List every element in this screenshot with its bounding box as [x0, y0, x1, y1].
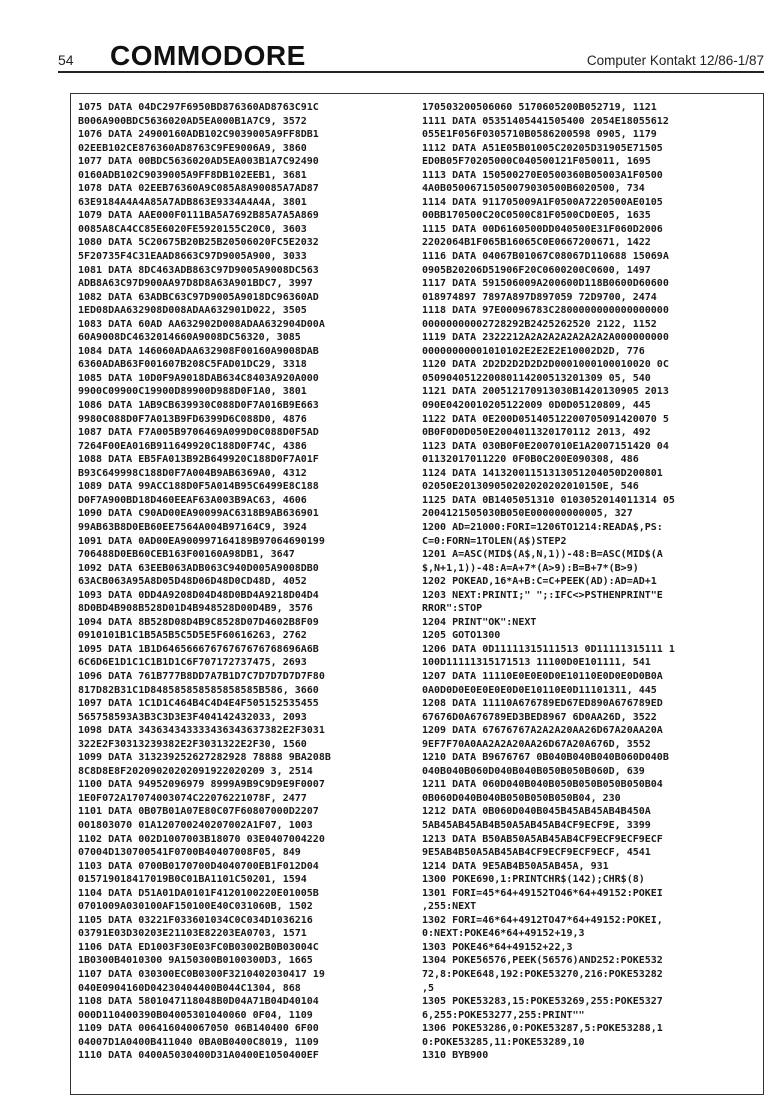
listing-line: 1082 DATA 63ADBC63C97D9005A9018DC96360AD — [78, 291, 319, 303]
listing-line: 0B060D040B040B050B050B050B04, 230 — [422, 792, 621, 804]
listing-line: 817D82B31C1D848585858585858585B586, 3660 — [78, 684, 319, 696]
listing-line: 1125 DATA 0B1405051310 0103052014011314 05 — [422, 494, 675, 506]
listing-line: 0910101B1C1B5A5B5C5D5E5F60616263, 2762 — [78, 630, 307, 642]
listing-line: 8C8D8E8F20209020202091922020209 3, 2514 — [78, 765, 313, 777]
listing-line: 5F20735F4C31EAAD8663C97D9005A900, 3033 — [78, 251, 307, 263]
listing-line: 1201 A=ASC(MID$(A$,N,1))-48:B=ASC(MID$(A — [422, 549, 663, 561]
listing-line: 1214 DATA 9E5AB4B50A5AB45A, 931 — [422, 860, 609, 872]
listing-line: 1081 DATA 8DC463ADB863C97D9005A9008DC563 — [78, 264, 319, 276]
listing-line: 1084 DATA 146060ADAA632908F00160A9008DAB — [78, 345, 319, 357]
listing-line: 1085 DATA 10D0F9A9018DAB634C8403A920A000 — [78, 372, 319, 384]
page-number: 54 — [58, 52, 74, 68]
listing-line: 00000000002728292B2425262520 2122, 1152 — [422, 318, 657, 330]
listing-line: 050904051220080114200513201309 05, 540 — [422, 372, 651, 384]
listing-line: 1111 DATA 05351405441505400 2054E18055612 — [422, 115, 669, 127]
listing-line: 63ACB063A95A8D05D48D06D48D0CD48D, 4052 — [78, 576, 307, 588]
listing-line: 1078 DATA 02EEB76360A9C085A8A90085A7AD87 — [78, 183, 319, 195]
listing-line: 99AB63B8D0EB60EE7564A004B97164C9, 3924 — [78, 521, 307, 533]
listing-line: 090E0420010205122009 0D0D05120809, 445 — [422, 400, 651, 412]
listing-line: 1092 DATA 63EEB063ADB063C940D005A9008DB0 — [78, 562, 319, 574]
listing-column-right — [422, 101, 758, 1063]
listing-line: ,5 — [422, 982, 435, 994]
listing-line: 1076 DATA 24900160ADB102C9039005A9FF8DB1 — [78, 129, 319, 141]
issue-label: Computer Kontakt 12/86-1/87 — [586, 53, 764, 68]
listing-line: 040E0904160D04230404400B044C1304, 868 — [78, 982, 301, 994]
listing-column-left — [78, 101, 413, 1063]
listing-line: B93C649998C188D0F7A004B9AB6369A0, 4312 — [78, 467, 307, 479]
listing-line: 1109 DATA 006416040067050 06B140400 6F00 — [78, 1023, 319, 1035]
listing-line: 322E2F30313239382E2F3031322E2F30, 1560 — [78, 738, 307, 750]
listing-line: 1105 DATA 03221F033601034C0C034D1036216 — [78, 914, 313, 926]
listing-line: RROR":STOP — [422, 603, 483, 615]
listing-line: 5AB45AB45AB4B50A5AB45AB4CF9ECF9E, 3399 — [422, 819, 651, 831]
listing-line: 1302 FORI=46*64+4912TO47*64+49152:POKEI, — [422, 914, 663, 926]
listing-line: 02EEB102CE876360AD8763C9FE9006A9, 3860 — [78, 142, 307, 154]
header-divider — [58, 71, 764, 73]
listing-line: 2004121505030B050E000000000005, 327 — [422, 508, 633, 520]
listing-line: 9980C088D0F7A013B9FD6399D6C088D0, 4876 — [78, 413, 307, 425]
listing-line: 1206 DATA 0D11111315111513 0D11111315111 1 — [422, 643, 675, 655]
listing-line: B006A900BDC5636020AD5EA000B1A7C9, 3572 — [78, 115, 307, 127]
listing-line: 1080 DATA 5C20675B20B25B20506020FC5E2032 — [78, 237, 319, 249]
listing-line: 1090 DATA C90AD00EA90099AC6318B9AB636901 — [78, 508, 319, 520]
listing-line: 000D110400390B04005301040060 0F04, 1109 — [78, 1009, 313, 1021]
listing-line: 0:NEXT:POKE46*64+49152+19,3 — [422, 928, 585, 940]
listing-line: 1120 DATA 2D2D2D2D2D2D0001000100010020 0C — [422, 359, 669, 371]
listing-line: 1210 DATA B9676767 0B040B040B040B060D040B — [422, 752, 669, 764]
listing-line: 1083 DATA 60AD AA632902D008ADAA632904D00A — [78, 318, 325, 330]
listing-line: 1306 POKE53286,0:POKE53287,5:POKE53288,1 — [422, 1023, 663, 1035]
page-header — [58, 40, 764, 70]
listing-line: 1106 DATA ED1003F30E03FC0B03002B0B03004C — [78, 941, 319, 953]
listing-line: 1095 DATA 1B1D64656667676767676768696A6B — [78, 643, 319, 655]
listing-line: C=0:FORN=1TOLEN(A$)STEP2 — [422, 535, 567, 547]
listing-line: 01132017011220 0F0B0C200E090308, 486 — [422, 454, 639, 466]
listing-line: 72,8:POKE648,192:POKE53270,216:POKE53282 — [422, 969, 663, 980]
listing-line: 1203 NEXT:PRINTI;" ";:IFC<>PSTHENPRINT"E — [422, 589, 663, 601]
listing-line: 1102 DATA 002D1007003B18070 03E0407004220 — [78, 833, 325, 845]
listing-line: 00BB170500C20C0500C81F0500CD0E05, 1635 — [422, 210, 651, 222]
listing-line: 1088 DATA EB5FA013B92B649920C188D0F7A01F — [78, 454, 319, 466]
listing-line: 1310 BYB900 — [422, 1050, 489, 1062]
listing-line: D0F7A900BD18D460EEAF63A003B9AC63, 4606 — [78, 494, 307, 506]
listing-line: 1089 DATA 99ACC188D0F5A014B95C6499E8C188 — [78, 481, 319, 493]
listing-line: 1205 GOTO1300 — [422, 630, 501, 642]
listing-line: 9E5AB4B50A5AB45AB4CF9ECF9ECF9ECF, 4541 — [422, 847, 651, 859]
listing-line: 1113 DATA 150500270E0500360B05003A1F0500 — [422, 169, 663, 181]
listing-line: 100D11111315171513 11100D0E101111, 541 — [422, 657, 651, 669]
listing-line: $,N+1,1))-48:A=A+7*(A>9):B=B+7*(B>9) — [422, 562, 639, 574]
magazine-title: COMMODORE — [110, 40, 306, 71]
listing-line: 04007D1A0400B411040 0BA0B0400C8019, 1109 — [78, 1036, 319, 1048]
listing-line: 0A0D0D0E0E0E0E0D0E10110E0D11101311, 445 — [422, 684, 657, 696]
listing-line: 1213 DATA B50AB50A5AB45AB4CF9ECF9ECF9ECF — [422, 833, 663, 845]
listing-line: 0:POKE53285,11:POKE53289,10 — [422, 1036, 585, 1048]
listing-line: 2202064B1F065B16065C0E0667200671, 1422 — [422, 237, 651, 249]
listing-line: 055E1F056F0305710B0586200598 0905, 1179 — [422, 129, 657, 141]
listing-line: 1119 DATA 2322212A2A2A2A2A2A2A2A000000000 — [422, 332, 669, 344]
basic-listing — [70, 93, 764, 1095]
listing-line: 1100 DATA 94952096979 8999A9B9C9D9E9F0007 — [78, 779, 325, 791]
listing-line: 1079 DATA AAE000F0111BA5A7692B85A7A5A869 — [78, 210, 319, 222]
listing-line: 1305 POKE53283,15:POKE53269,255:POKE5327 — [422, 996, 663, 1008]
listing-line: 7264F00EA016B911649920C188D0F74C, 4386 — [78, 440, 307, 452]
listing-line: 1103 DATA 0700B0170700D4040700EB1F012D04 — [78, 860, 319, 872]
listing-line: 0085A8CA4CC85E6020FE5920155C20C0, 3603 — [78, 223, 307, 235]
listing-line: 0905B20206D51906F20C0600200C0600, 1497 — [422, 264, 651, 276]
listing-line: 02050E201309050202020202010150E, 546 — [422, 481, 639, 493]
listing-line: 1123 DATA 030B0F0E2007010E1A2007151420 04 — [422, 440, 669, 452]
listing-line: 1ED08DAA632908D008ADAA632901D022, 3505 — [78, 305, 307, 317]
listing-line: 67676D0A676789ED3BED8967 6D0AA26D, 3522 — [422, 711, 657, 723]
listing-line: 1303 POKE46*64+49152+22,3 — [422, 941, 573, 953]
listing-line: 1118 DATA 97E00096783C2800000000000000000 — [422, 305, 669, 317]
listing-line: 1115 DATA 00D6160500DD040500E31F060D2006 — [422, 223, 663, 235]
listing-line: 170503200506060 5170605200B052719, 1121 — [422, 102, 657, 113]
listing-line: 1104 DATA D51A01DA0101F4120100220E01005B — [78, 887, 319, 899]
listing-line: 1124 DATA 14132001151313051204050D200801 — [422, 467, 663, 479]
listing-line: 1301 FORI=45*64+49152TO46*64+49152:POKEI — [422, 887, 663, 899]
listing-line: 1098 DATA 343634343333436343637382E2F3031 — [78, 725, 325, 737]
listing-line: 1207 DATA 11110E0E0E0D0E10110E0D0E0D0B0A — [422, 670, 663, 682]
listing-line: 706488D0EB60CEB163F00160A98DB1, 3647 — [78, 549, 295, 561]
listing-line: 1202 POKEAD,16*A+B:C=C+PEEK(AD):AD=AD+1 — [422, 576, 657, 588]
listing-line: 1304 POKE56576,PEEK(56576)AND252:POKE532 — [422, 955, 663, 967]
listing-line: 1209 DATA 67676767A2A2A20AA26D67A20AA20A — [422, 725, 663, 737]
listing-line: 03791E03D30203E21103E82203EA0703, 1571 — [78, 928, 307, 940]
listing-line: 1121 DATA 200512170913030B1420130905 2013 — [422, 386, 669, 398]
listing-line: 1097 DATA 1C1D1C464B4C4D4E4F505152535455 — [78, 698, 319, 710]
listing-line: 1200 AD=21000:FORI=1206TO1214:READA$,PS: — [422, 521, 663, 533]
listing-line: 1093 DATA 0DD4A9208D04D48D0BD4A9218D04D4 — [78, 589, 319, 601]
listing-line: 1122 DATA 0E200D05140512200705091420070 5 — [422, 413, 669, 425]
listing-line: 1108 DATA 5801047118048B0D04A71B04D40104 — [78, 996, 319, 1008]
listing-line: 1B0300B4010300 9A150300B0100300D3, 1665 — [78, 955, 313, 967]
listing-line: 1087 DATA F7A005B9706469A099D0C088D0F5AD — [78, 427, 319, 439]
listing-line: 1212 DATA 0B060D040B045B45AB45AB4B450A — [422, 806, 651, 818]
listing-line: 07004D130700541F0700B40407008F05, 849 — [78, 847, 301, 859]
listing-line: 018974897 7897A897D897059 72D9700, 2474 — [422, 291, 657, 303]
listing-line: 1E0F072A17074003074C22076221078F, 2477 — [78, 792, 307, 804]
listing-line: 9EF7F70A0AA2A2A20AA26D67A20A676D, 3552 — [422, 738, 651, 750]
listing-line: 1112 DATA A51E05B01005C20205D31905E71505 — [422, 142, 663, 154]
listing-line: 1099 DATA 313239252627282928 78888 9BA208B — [78, 752, 331, 764]
listing-line: 1101 DATA 0B07B01A07E80C07F60807000D2207 — [78, 806, 319, 818]
listing-line: 6C6D6E1D1C1C1B1D1C6F707172737475, 2693 — [78, 657, 307, 669]
listing-line: 6360ADAB63F001607B208C5FAD01DC29, 3318 — [78, 359, 307, 371]
listing-line: 0160ADB102C9039005A9FF8DB102EEB1, 3681 — [78, 169, 307, 181]
listing-line: 1107 DATA 030300EC0B0300F3210402030417 19 — [78, 969, 325, 980]
listing-line: 63E9184A4A4A85A7ADB863E9334A4A4A, 3801 — [78, 196, 307, 208]
listing-line: 001803070 01A120700240207002A1F07, 1003 — [78, 819, 313, 831]
listing-line: 1110 DATA 0400A5030400D31A0400E1050400EF — [78, 1050, 319, 1062]
listing-line: 9900C09900C19900D89900D988D0F1A0, 3801 — [78, 386, 307, 398]
listing-line: 1211 DATA 060D040B040B050B050B050B050B04 — [422, 779, 663, 791]
listing-line: 1094 DATA 8B528D08D4B9C8528D07D4602B8F09 — [78, 616, 319, 628]
listing-line: 1204 PRINT"OK":NEXT — [422, 616, 537, 628]
listing-line: 0701009A030100AF150100E40C031060B, 1502 — [78, 901, 313, 913]
listing-line: 1117 DATA 591506009A200600D118B0600D60600 — [422, 278, 669, 290]
listing-line: 1086 DATA 1AB9CB639930C088D0F7A016B9E663 — [78, 400, 319, 412]
listing-line: 040B040B060D040B040B050B050B060D, 639 — [422, 765, 645, 777]
listing-line: 1096 DATA 761B777B8DD7A7B1D7C7D7D7D7D7F80 — [78, 670, 325, 682]
listing-line: 1116 DATA 04067B01067C08067D110688 15069A — [422, 251, 669, 263]
listing-line: 1300 POKE690,1:PRINTCHR$(142);CHR$(8) — [422, 874, 645, 886]
listing-line: 1208 DATA 11110A676789ED67ED890A676789ED — [422, 698, 663, 710]
listing-line: ,255:NEXT — [422, 901, 477, 913]
listing-line: 015719018417019B0C01BA1101C50201, 1594 — [78, 874, 307, 886]
listing-line: 1091 DATA 0AD00EA900997164189B97064690199 — [78, 535, 325, 547]
listing-line: 60A9008DC4632014660A9008DC56320, 3085 — [78, 332, 301, 344]
listing-line: 1075 DATA 04DC297F6950BD876360AD8763C91C — [78, 102, 319, 113]
listing-line: 6,255:POKE53277,255:PRINT"" — [422, 1009, 585, 1021]
listing-line: 1114 DATA 911705009A1F0500A7220500AE0105 — [422, 196, 663, 208]
listing-line: 1077 DATA 00BDC5636020AD5EA003B1A7C92490 — [78, 156, 319, 168]
listing-line: 8D0BD4B908B528D01D4B948528D00D4B9, 3576 — [78, 603, 313, 615]
listing-line: 4A0B05006715050079030500B6020500, 734 — [422, 183, 645, 195]
listing-line: 0B0F0D0D050E2004011320170112 2013, 492 — [422, 427, 651, 439]
listing-line: 565758593A3B3C3D3E3F404142432033, 2093 — [78, 711, 307, 723]
listing-line: ED0B05F70205000C040500121F050011, 1695 — [422, 156, 651, 168]
listing-line: 00000000001010102E2E2E2E10002D2D, 776 — [422, 345, 645, 357]
listing-line: ADB8A63C97D900AA97D8D8A63A901BDC7, 3997 — [78, 278, 313, 290]
